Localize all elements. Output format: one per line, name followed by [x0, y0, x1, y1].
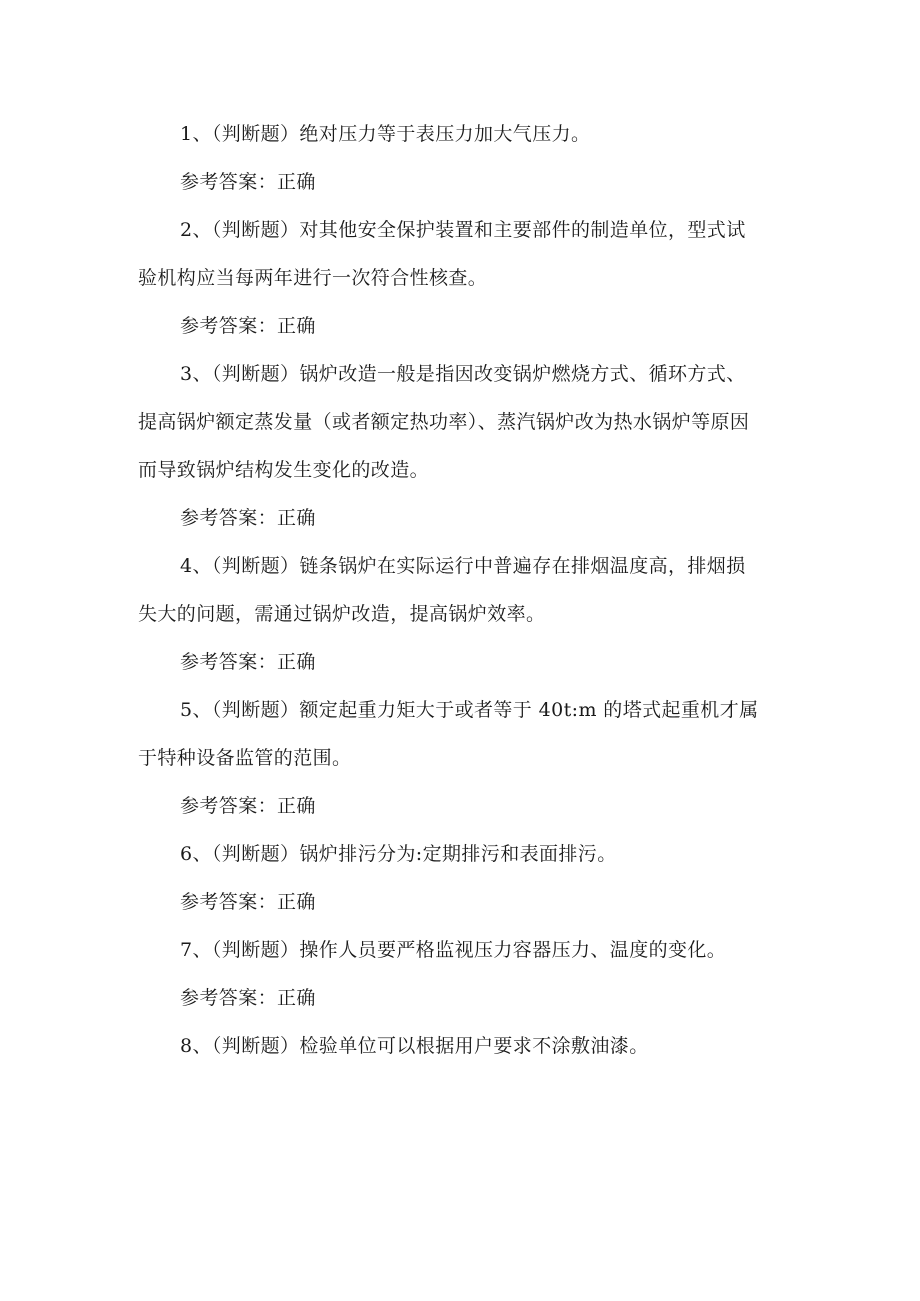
answer-text: 参考答案：正确 — [180, 171, 316, 193]
question-item — [138, 830, 786, 926]
question-text: 2、（判断题）对其他安全保护装置和主要部件的制造单位，型式试 — [180, 219, 746, 241]
question-text: 7、（判断题）操作人员要严格监视压力容器压力、温度的变化。 — [180, 939, 727, 961]
question-text-continued: 于特种设备监管的范围。 — [138, 747, 352, 769]
answer-text: 参考答案：正确 — [180, 651, 316, 673]
question-item — [138, 686, 786, 830]
question-text: 8、（判断题）检验单位可以根据用户要求不涂敷油漆。 — [180, 1035, 649, 1057]
answer-text: 参考答案：正确 — [180, 891, 316, 913]
question-item — [138, 1022, 786, 1070]
question-text: 6、（判断题）锅炉排污分为:定期排污和表面排污。 — [180, 843, 617, 865]
question-item — [138, 206, 786, 350]
question-item — [138, 542, 786, 686]
question-text-continued: 而导致锅炉结构发生变化的改造。 — [138, 459, 430, 481]
question-text: 1、（判断题）绝对压力等于表压力加大气压力。 — [180, 123, 591, 145]
answer-text: 参考答案：正确 — [180, 315, 316, 337]
question-text-continued: 验机构应当每两年进行一次符合性核查。 — [138, 267, 488, 289]
question-text: 4、（判断题）链条锅炉在实际运行中普遍存在排烟温度高，排烟损 — [180, 555, 746, 577]
question-text: 3、（判断题）锅炉改造一般是指因改变锅炉燃烧方式、循环方式、 — [180, 363, 746, 385]
answer-text: 参考答案：正确 — [180, 507, 316, 529]
answer-text: 参考答案：正确 — [180, 987, 316, 1009]
question-list — [138, 110, 786, 1070]
answer-text: 参考答案：正确 — [180, 795, 316, 817]
question-text: 5、（判断题）额定起重力矩大于或者等于 40t:m 的塔式起重机才属 — [180, 699, 759, 721]
question-item — [138, 110, 786, 206]
question-text-continued: 失大的问题，需通过锅炉改造，提高锅炉效率。 — [138, 603, 546, 625]
question-item — [138, 926, 786, 1022]
question-item — [138, 350, 786, 542]
question-text-continued: 提高锅炉额定蒸发量（或者额定热功率）、蒸汽锅炉改为热水锅炉等原因 — [138, 411, 750, 433]
